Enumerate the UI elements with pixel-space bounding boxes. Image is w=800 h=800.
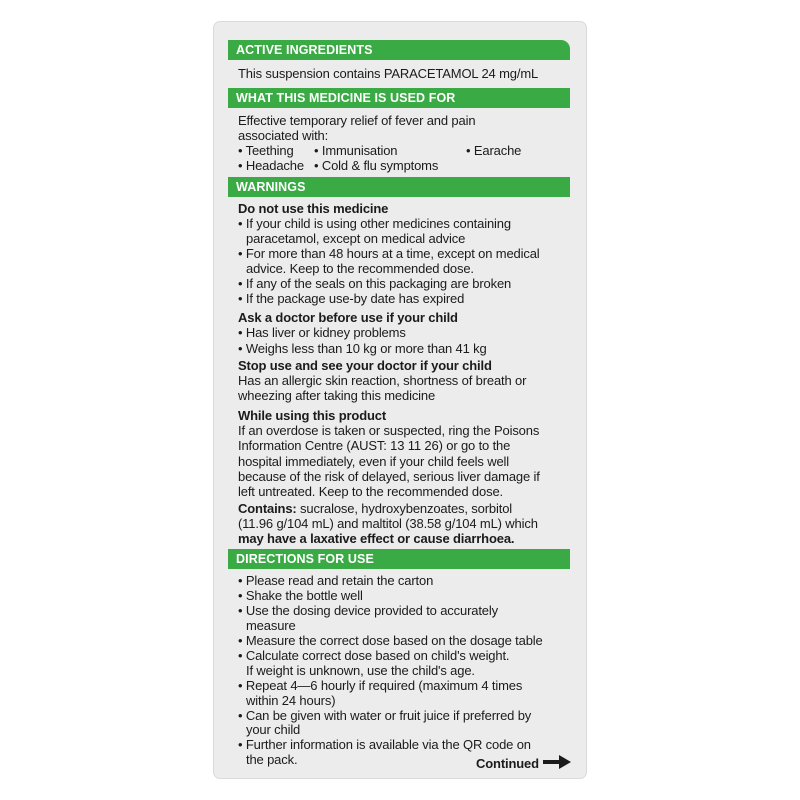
used-for-item-cold-flu: • Cold & flu symptoms: [314, 158, 439, 173]
stop-use-line: wheezing after taking this medicine: [238, 388, 436, 403]
do-not-use-heading: Do not use this medicine: [238, 201, 389, 216]
right-arrow-icon: [543, 755, 571, 769]
while-using-heading: While using this product: [238, 408, 387, 423]
directions-line: • Measure the correct dose based on the dosage table: [238, 633, 543, 648]
directions-line: • Can be given with water or fruit juice if preferred by: [238, 708, 532, 723]
directions-line: • Use the dosing device provided to accurately: [238, 603, 498, 618]
continued-label: Continued: [476, 756, 539, 771]
while-using-line: hospital immediately, even if your child feels well: [238, 454, 510, 469]
used-for-item-earache: • Earache: [466, 143, 522, 158]
do-not-use-line: advice. Keep to the recommended dose.: [246, 261, 474, 276]
directions-line: • Shake the bottle well: [238, 588, 363, 603]
used-for-intro-line-2: associated with:: [238, 128, 329, 143]
while-using-line: If an overdose is taken or suspected, ring the Poisons: [238, 423, 540, 438]
stop-use-line: Has an allergic skin reaction, shortness of breath or: [238, 373, 527, 388]
directions-line: • Further information is available via the QR code on: [238, 737, 531, 752]
used-for-item-headache: • Headache: [238, 158, 304, 173]
directions-line: your child: [246, 722, 301, 737]
contains-label: Contains:: [238, 501, 297, 516]
contains-ingredients: sucralose, hydroxybenzoates, sorbitol: [296, 501, 513, 516]
do-not-use-line: • If your child is using other medicines containing: [238, 216, 511, 231]
directions-line: • Please read and retain the carton: [238, 573, 434, 588]
do-not-use-line: • If any of the seals on this packaging are broken: [238, 276, 512, 291]
ask-doctor-line: • Has liver or kidney problems: [238, 325, 406, 340]
do-not-use-line: • For more than 48 hours at a time, except on medical: [238, 246, 540, 261]
ask-doctor-heading: Ask a doctor before use if your child: [238, 310, 458, 325]
while-using-line: because of the risk of delayed, serious liver damage if: [238, 469, 540, 484]
active-ingredients-heading: ACTIVE INGREDIENTS: [228, 40, 570, 60]
directions-line: • Repeat 4—6 hourly if required (maximum 4 times: [238, 678, 523, 693]
directions-line: measure: [246, 618, 296, 633]
used-for-item-teething: • Teething: [238, 143, 294, 158]
contains-line-1: [238, 501, 512, 516]
directions-heading: DIRECTIONS FOR USE: [228, 549, 570, 569]
directions-line: the pack.: [246, 752, 298, 767]
stop-use-heading: Stop use and see your doctor if your child: [238, 358, 492, 373]
do-not-use-line: paracetamol, except on medical advice: [246, 231, 466, 246]
contains-line-3: may have a laxative effect or cause diarrhoea.: [238, 531, 515, 546]
used-for-heading: WHAT THIS MEDICINE IS USED FOR: [228, 88, 570, 108]
ask-doctor-line: • Weighs less than 10 kg or more than 41 kg: [238, 341, 487, 356]
warnings-heading: WARNINGS: [228, 177, 570, 197]
while-using-line: Information Centre (AUST: 13 11 26) or go to the: [238, 438, 511, 453]
active-ingredients-text: This suspension contains PARACETAMOL 24 mg/mL: [238, 66, 539, 81]
used-for-intro-line-1: Effective temporary relief of fever and pain: [238, 113, 476, 128]
do-not-use-line: • If the package use-by date has expired: [238, 291, 465, 306]
directions-line: within 24 hours): [246, 693, 336, 708]
contains-line-2: (11.96 g/104 mL) and maltitol (38.58 g/104 mL) which: [238, 516, 538, 531]
used-for-item-immunisation: • Immunisation: [314, 143, 398, 158]
while-using-line: left untreated. Keep to the recommended dose.: [238, 484, 503, 499]
directions-line: • Calculate correct dose based on child's weight.: [238, 648, 510, 663]
directions-line: If weight is unknown, use the child's age.: [246, 663, 475, 678]
